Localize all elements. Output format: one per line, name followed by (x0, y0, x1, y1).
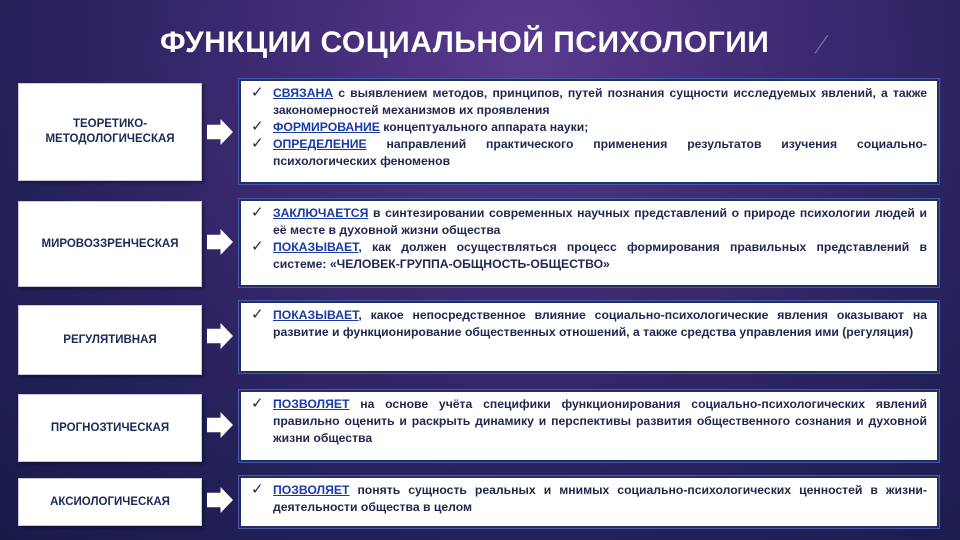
bullet-keyword: ПОЗВОЛЯЕТ (273, 397, 350, 411)
bullet-text: , как должен осуществляться процесс формирования правильных представлений в системе: «ЧЕЛОВЕК-ГРУППА-ОБЩНОСТЬ-ОБЩЕСТВО» (273, 240, 927, 271)
checkmark-icon: ✓ (251, 117, 264, 135)
function-label-box (18, 305, 202, 375)
description-bullet (249, 239, 927, 273)
description-bullet (249, 205, 927, 239)
description-bullet (249, 307, 927, 341)
bullet-text: , какое непосредственное влияние социально-психологические явления оказывают на развитие и функционирование общественных отношений, а также средства управления ими (регуляция) (273, 308, 927, 339)
bullet-keyword: ФОРМИРОВАНИЕ (273, 120, 380, 134)
function-label-box (18, 478, 202, 526)
function-description (239, 79, 939, 184)
right-arrow-icon (207, 229, 233, 255)
right-arrow-icon (207, 487, 233, 513)
checkmark-icon: ✓ (251, 134, 264, 152)
function-label-box (18, 394, 202, 462)
checkmark-icon: ✓ (251, 203, 264, 221)
bullet-text: направлений практического применения результатов изучения социально-психологических феноменов (273, 137, 927, 168)
function-label: МИРОВОЗЗРЕНЧЕСКАЯ (41, 237, 179, 250)
function-description (239, 301, 939, 373)
checkmark-icon: ✓ (251, 480, 264, 498)
checkmark-icon: ✓ (251, 83, 264, 101)
bullet-keyword: ОПРЕДЕЛЕНИЕ (273, 137, 367, 151)
function-label: АКСИОЛОГИЧЕСКАЯ (50, 495, 170, 508)
description-bullet (249, 482, 927, 516)
bullet-keyword: ЗАКЛЮЧАЕТСЯ (273, 206, 369, 220)
bullet-keyword: ПОЗВОЛЯЕТ (273, 483, 350, 497)
function-label: ПРОГНОЗТИЧЕСКАЯ (50, 421, 170, 434)
description-bullet (249, 119, 927, 136)
bullet-keyword: ПОКАЗЫВАЕТ (273, 240, 359, 254)
function-description (239, 476, 939, 528)
description-bullet (249, 85, 927, 119)
bullet-text: с выявлением методов, принципов, путей познания сущности исследуемых явлений, а также закономерностей механизмов их проявления (273, 86, 927, 117)
function-description (239, 199, 939, 287)
right-arrow-icon (207, 323, 233, 349)
bullet-keyword: СВЯЗАНА (273, 86, 334, 100)
description-bullet (249, 396, 927, 447)
function-label: ТЕОРЕТИКО- МЕТОДОЛОГИЧЕСКАЯ (45, 118, 175, 145)
bullet-text: понять сущность реальных и мнимых социально-психологических ценностей в жизни-деятельности общества в целом (273, 483, 927, 514)
bullet-text: концептуального аппарата науки; (379, 120, 589, 134)
checkmark-icon: ✓ (251, 305, 264, 323)
function-label-box (18, 83, 202, 181)
checkmark-icon: ✓ (251, 237, 264, 255)
page-title: ФУНКЦИИ СОЦИАЛЬНОЙ ПСИХОЛОГИИ (160, 26, 770, 59)
description-bullet (249, 136, 927, 170)
function-label-box (18, 201, 202, 287)
bullet-keyword: ПОКАЗЫВАЕТ (273, 308, 359, 322)
right-arrow-icon (207, 119, 233, 145)
function-description (239, 390, 939, 462)
right-arrow-icon (207, 412, 233, 438)
bullet-text: в синтезировании современных научных представлений о природе психологии людей и её месте в духовной жизни общества (273, 206, 927, 237)
bullet-text: на основе учёта специфики функционирования социально-психологических явлений правильно оценить и раскрыть динамику и перспективы развития общественного сознания и духовной жизни общества (273, 397, 927, 445)
function-label: РЕГУЛЯТИВНАЯ (63, 333, 157, 346)
checkmark-icon: ✓ (251, 394, 264, 412)
